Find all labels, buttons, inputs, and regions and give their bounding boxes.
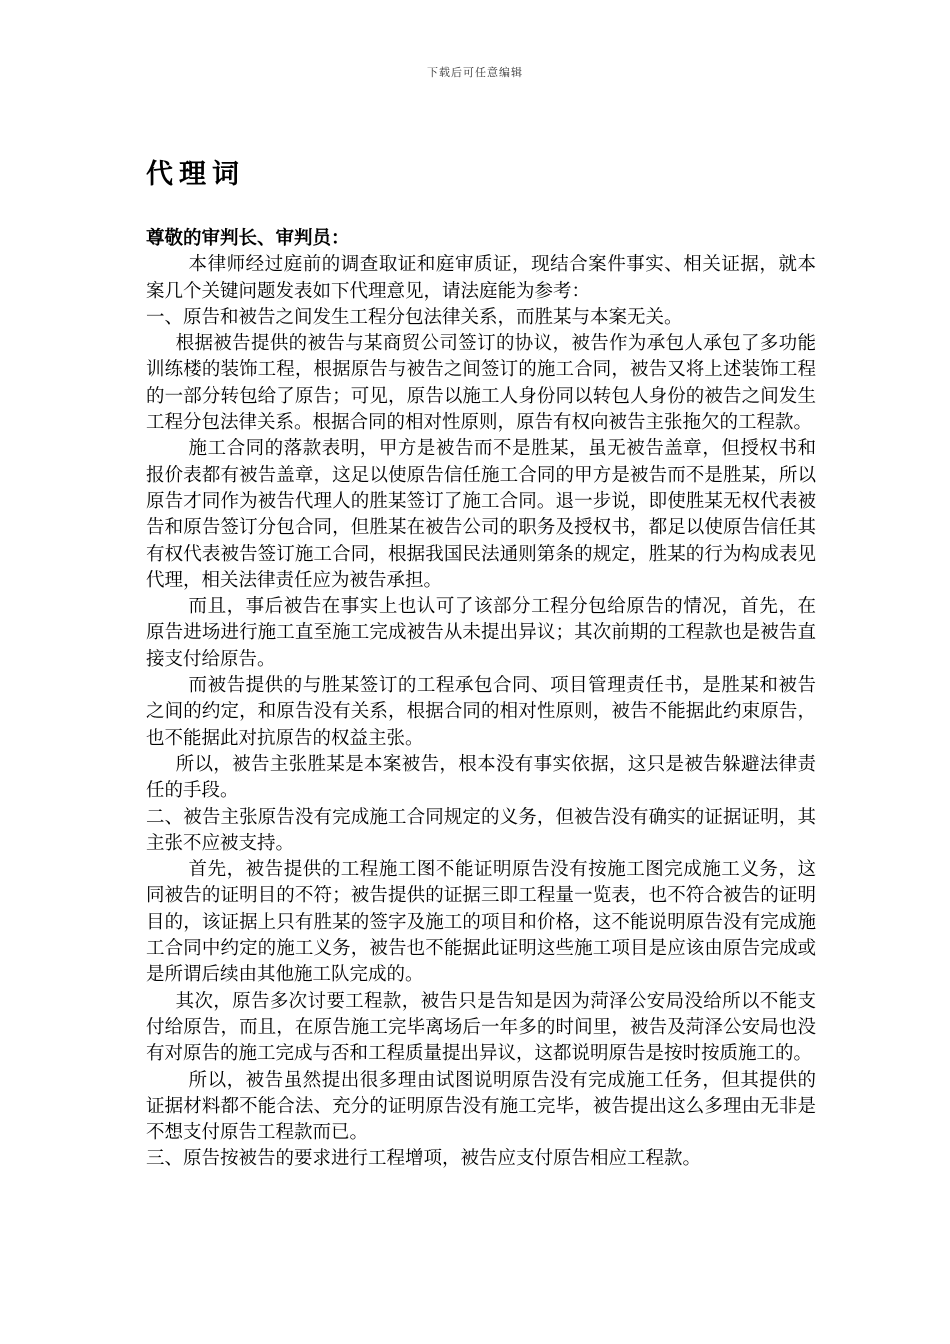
section-heading-2: 二、被告主张原告没有完成施工合同规定的义务，但被告没有确实的证据证明，其主张不应被支持。: [146, 806, 816, 854]
section-heading-1: 一、原告和被告之间发生工程分包法律关系，而胜某与本案无关。: [146, 306, 683, 328]
paragraph: 本律师经过庭前的调查取证和庭审质证，现结合案件事实、相关证据，就本案几个关键问题发表如下代理意见，请法庭能为参考：: [146, 254, 816, 302]
paragraph: 所以，被告主张胜某是本案被告，根本没有事实依据，这只是被告躲避法律责任的手段。: [146, 753, 816, 802]
paragraph: 根据被告提供的被告与某商贸公司签订的协议，被告作为承包人承包了多功能训练楼的装饰工程，根据原告与被告之间签订的施工合同，被告又将上述装饰工程的一部分转包给了原告；可见，原告以施工人身份同以转包人身份的被告之间发生工程分包法律关系。根据合同的相对性原则，原告有权向被告主张拖欠的工程款。: [146, 333, 816, 434]
page-header: 下载后可任意编辑: [427, 66, 523, 79]
document-title: 代理词: [146, 159, 245, 190]
paragraph: 施工合同的落款表明，甲方是被告而不是胜某，虽无被告盖章，但授权书和报价表都有被告盖章，这足以使原告信任施工合同的甲方是被告而不是胜某，所以原告才同作为被告代理人的胜某签订了施工合同。退一步说，即使胜某无权代表被告和原告签订分包合同，但胜某在被告公司的职务及授权书，都足以使原告信任其有权代表被告签订施工合同，根据我国民法通则第条的规定，胜某的行为构成表见代理，相关法律责任应为被告承担。: [146, 438, 816, 591]
paragraph: 首先，被告提供的工程施工图不能证明原告没有按施工图完成施工义务，这同被告的证明目的不符；被告提供的证据三即工程量一览表，也不符合被告的证明目的，该证据上只有胜某的签字及施工的项目和价格，这不能说明原告没有完成施工合同中约定的施工义务，被告也不能据此证明这些施工项目是应该由原告完成或是所谓后续由其他施工队完成的。: [146, 859, 816, 986]
paragraph: 而且，事后被告在事实上也认可了该部分工程分包给原告的情况，首先，在原告进场进行施工直至施工完成被告从未提出异议；其次前期的工程款也是被告直接支付给原告。: [146, 596, 816, 670]
salutation: 尊敬的审判长、审判员：: [146, 228, 350, 249]
paragraph: 所以，被告虽然提出很多理由试图说明原告没有完成施工任务，但其提供的证据材料都不能合法、充分的证明原告没有施工完毕，被告提出这么多理由无非是不想支付原告工程款而已。: [146, 1069, 816, 1144]
document-body: [146, 226, 816, 1173]
paragraph: 而被告提供的与胜某签订的工程承包合同、项目管理责任书，是胜某和被告之间的约定，和原告没有关系，根据合同的相对性原则，被告不能据此约束原告，也不能据此对抗原告的权益主张。: [146, 675, 816, 749]
paragraph: 其次，原告多次讨要工程款，被告只是告知是因为菏泽公安局没给所以不能支付给原告，而且，在原告施工完毕离场后一年多的时间里，被告及菏泽公安局也没有对原告的施工完成与否和工程质量提出异议，这都说明原告是按时按质施工的。: [146, 990, 816, 1065]
section-heading-3: 三、原告按被告的要求进行工程增项，被告应支付原告相应工程款。: [146, 1148, 702, 1170]
